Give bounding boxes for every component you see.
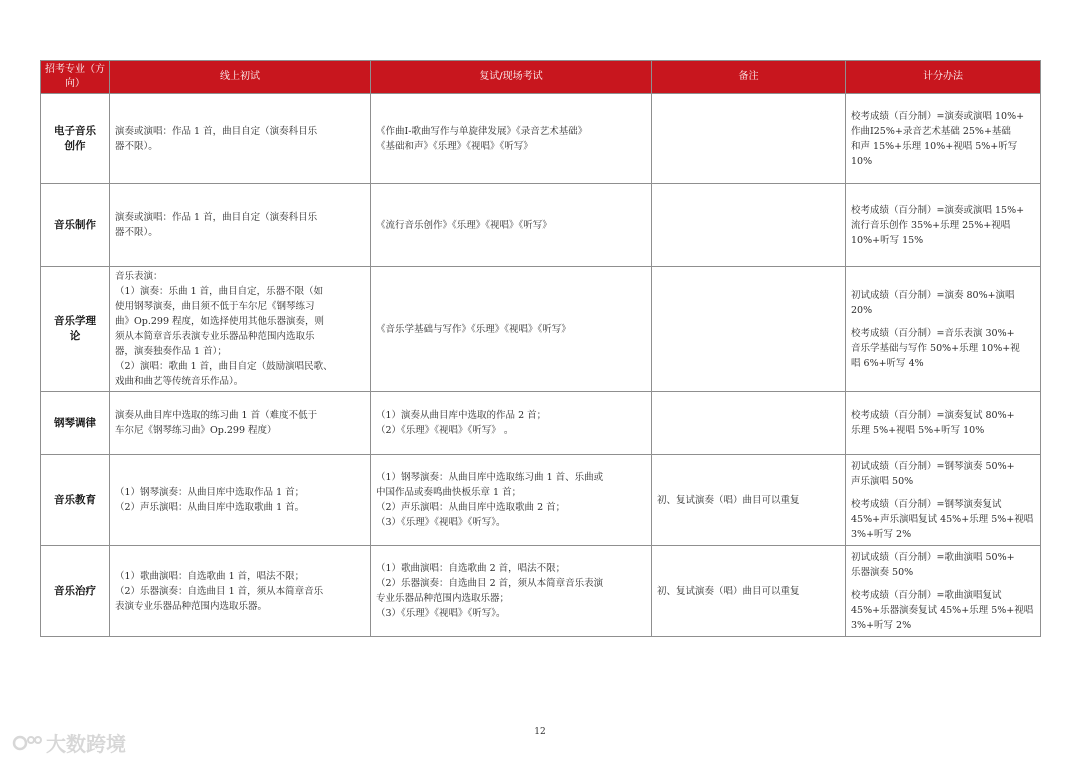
table-row xyxy=(41,392,1041,455)
major-cell: 音乐治疗 xyxy=(41,546,110,637)
major-cell: 钢琴调律 xyxy=(41,392,110,455)
admission-table xyxy=(40,60,1041,637)
major-cell: 音乐教育 xyxy=(41,455,110,546)
retest-cell: 《流行音乐创作》《乐理》《视唱》《听写》 xyxy=(371,184,652,267)
remark-cell xyxy=(652,184,846,267)
retest-cell: 《作曲Ⅰ-歌曲写作与单旋律发展》《录音艺术基础》 《基础和声》《乐理》《视唱》《听写》 xyxy=(371,94,652,184)
scoring-cell: 初试成绩（百分制）=歌曲演唱 50%+ 乐器演奏 50% 校考成绩（百分制）=歌曲演唱复试 45%+乐器演奏复试 45%+乐理 5%+视唱 3%+听写 2% xyxy=(846,546,1041,637)
header-retest: 复试/现场考试 xyxy=(371,61,652,94)
watermark-logo-icon xyxy=(12,732,42,754)
scoring-cell: 校考成绩（百分制）=演奏复试 80%+ 乐理 5%+视唱 5%+听写 10% xyxy=(846,392,1041,455)
header-scoring: 计分办法 xyxy=(846,61,1041,94)
scoring-cell: 校考成绩（百分制）=演奏或演唱 10%+ 作曲Ⅰ25%+录音艺术基础 25%+基础 和声 15%+乐理 10%+视唱 5%+听写 10% xyxy=(846,94,1041,184)
online-test-cell: 演奏或演唱：作品 1 首，曲目自定（演奏科目乐 器不限）。 xyxy=(110,94,371,184)
table-row xyxy=(41,267,1041,392)
scoring-cell: 初试成绩（百分制）=演奏 80%+演唱 20% 校考成绩（百分制）=音乐表演 30%+ 音乐学基础与写作 50%+乐理 10%+视 唱 6%+听写 4% xyxy=(846,267,1041,392)
online-test-cell: （1）歌曲演唱：自选歌曲 1 首，唱法不限； （2）乐器演奏：自选曲目 1 首，须从本简章音乐 表演专业乐器品种范围内选取乐器。 xyxy=(110,546,371,637)
remark-cell xyxy=(652,267,846,392)
major-cell: 音乐学理 论 xyxy=(41,267,110,392)
header-row xyxy=(41,61,1041,94)
table-row xyxy=(41,455,1041,546)
major-cell: 电子音乐 创作 xyxy=(41,94,110,184)
retest-cell: 《音乐学基础与写作》《乐理》《视唱》《听写》 xyxy=(371,267,652,392)
watermark-text: 大数跨境 xyxy=(46,732,126,756)
remark-cell xyxy=(652,94,846,184)
retest-cell: （1）歌曲演唱：自选歌曲 2 首，唱法不限； （2）乐器演奏：自选曲目 2 首，须从本简章音乐表演 专业乐器品种范围内选取乐器； （3）《乐理》《视唱》《听写》。 xyxy=(371,546,652,637)
table-row xyxy=(41,184,1041,267)
table-row xyxy=(41,546,1041,637)
header-online-test: 线上初试 xyxy=(110,61,371,94)
online-test-cell: 演奏或演唱：作品 1 首，曲目自定（演奏科目乐 器不限）。 xyxy=(110,184,371,267)
online-test-cell: （1）钢琴演奏：从曲目库中选取作品 1 首； （2）声乐演唱：从曲目库中选取歌曲 1 首。 xyxy=(110,455,371,546)
header-major: 招考专业（方向） xyxy=(41,61,110,94)
major-cell: 音乐制作 xyxy=(41,184,110,267)
remark-cell: 初、复试演奏（唱）曲目可以重复 xyxy=(652,455,846,546)
retest-cell: （1）钢琴演奏：从曲目库中选取练习曲 1 首、乐曲或 中国作品或奏鸣曲快板乐章 1 首； （2）声乐演唱：从曲目库中选取歌曲 2 首； （3）《乐理》《视唱》《听写》。 xyxy=(371,455,652,546)
online-test-cell: 音乐表演： （1）演奏：乐曲 1 首，曲目自定，乐器不限（如 使用钢琴演奏，曲目须不低于车尔尼《钢琴练习 曲》Op.299 程度，如选择使用其他乐器演奏，则 须从本简章音乐表演专业乐器品种范围内选取乐 器，演奏独奏作品 1 首）； （2）演唱：歌曲 1 首，曲目自定（鼓励演唱民歌、 戏曲和曲艺等传统音乐作品）。 xyxy=(110,267,371,392)
scoring-cell: 初试成绩（百分制）=钢琴演奏 50%+ 声乐演唱 50% 校考成绩（百分制）=钢琴演奏复试 45%+声乐演唱复试 45%+乐理 5%+视唱 3%+听写 2% xyxy=(846,455,1041,546)
header-remark: 备注 xyxy=(652,61,846,94)
online-test-cell: 演奏从曲目库中选取的练习曲 1 首（难度不低于 车尔尼《钢琴练习曲》Op.299 程度） xyxy=(110,392,371,455)
remark-cell xyxy=(652,392,846,455)
page-number: 12 xyxy=(534,727,546,737)
scoring-cell: 校考成绩（百分制）=演奏或演唱 15%+ 流行音乐创作 35%+乐理 25%+视唱 10%+听写 15% xyxy=(846,184,1041,267)
remark-cell: 初、复试演奏（唱）曲目可以重复 xyxy=(652,546,846,637)
table-row xyxy=(41,94,1041,184)
retest-cell: （1）演奏从曲目库中选取的作品 2 首； （2）《乐理》《视唱》《听写》 。 xyxy=(371,392,652,455)
watermark xyxy=(12,728,126,757)
